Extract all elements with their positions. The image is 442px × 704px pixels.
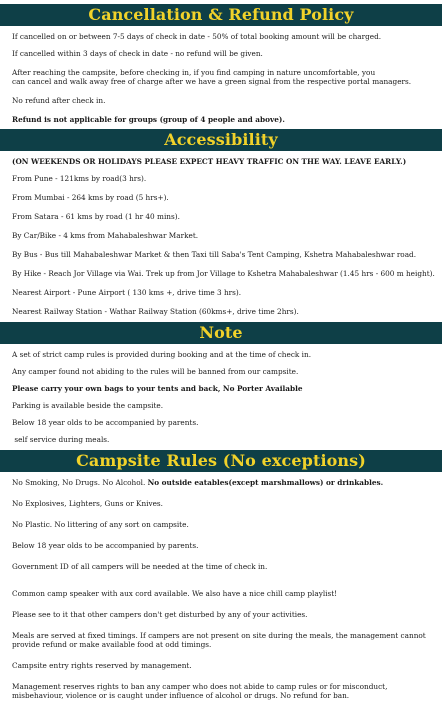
rules-line-5: Government ID of all campers will be needed at the time of check in.	[12, 562, 268, 571]
accessibility-line-9: Nearest Railway Station - Wathar Railway Station (60kms+, drive time 2hrs).	[12, 307, 299, 316]
rules-line-9: Campsite entry rights reserved by management.	[12, 661, 192, 670]
note-line-1: A set of strict camp rules is provided during booking and at the time of check in.	[12, 350, 312, 359]
rules-heading: Campsite Rules (No exceptions)	[0, 450, 442, 472]
note-line-4: Parking is available beside the campsite.	[12, 401, 164, 410]
accessibility-line-7: By Hike - Reach Jor Village via Wai. Trek up from Jor Village to Kshetra Mahabaleshwar (1.45 hrs - 600 m height).	[12, 269, 435, 278]
accessibility-line-3: From Mumbai - 264 kms by road (5 hrs+).	[12, 193, 169, 202]
rules-line-1-bold: No outside eatables(except marshmallows) or drinkables.	[147, 478, 384, 487]
rules-line-10b: misbehaviour, violence or is caught under influence of alcohol or drugs. No refund for ban.	[12, 691, 350, 700]
cancellation-line-5: Refund is not applicable for groups (group of 4 people and above).	[12, 115, 285, 124]
rules-section	[0, 478, 442, 700]
rules-line-1-plain: No Smoking, No Drugs. No Alcohol.	[12, 478, 148, 487]
note-line-6: self service during meals.	[12, 435, 110, 444]
accessibility-line-8: Nearest Airport - Pune Airport ( 130 kms +, drive time 3 hrs).	[12, 288, 242, 297]
note-heading: Note	[0, 322, 442, 344]
note-line-3: Please carry your own bags to your tents and back, No Porter Available	[12, 384, 303, 393]
cancellation-section	[0, 32, 442, 124]
accessibility-heading: Accessibility	[0, 129, 442, 151]
cancellation-line-1: If cancelled on or between 7-5 days of check in date - 50% of total booking amount will be charged.	[12, 32, 382, 41]
rules-line-4: Below 18 year olds to be accompanied by parents.	[12, 541, 199, 550]
cancellation-heading: Cancellation & Refund Policy	[0, 4, 442, 26]
accessibility-line-6: By Bus - Bus till Mahabaleshwar Market & then Taxi till Saba's Tent Camping, Kshetra Mahabaleshwar road.	[12, 250, 417, 259]
cancellation-line-2: If cancelled within 3 days of check in date - no refund will be given.	[12, 49, 263, 58]
accessibility-line-2: From Pune - 121kms by road(3 hrs).	[12, 174, 147, 183]
accessibility-section	[0, 157, 442, 316]
cancellation-line-4: No refund after check in.	[12, 96, 106, 105]
cancellation-line-3a: After reaching the campsite, before checking in, if you find camping in nature uncomfortable, you	[12, 68, 376, 77]
rules-line-10a: Management reserves rights to ban any camper who does not abide to camp rules or for misconduct,	[12, 682, 388, 691]
rules-line-2: No Explosives, Lighters, Guns or Knives.	[12, 499, 163, 508]
accessibility-line-5: By Car/Bike - 4 kms from Mahabaleshwar Market.	[12, 231, 199, 240]
note-line-5: Below 18 year olds to be accompanied by parents.	[12, 418, 199, 427]
rules-line-6: Common camp speaker with aux cord available. We also have a nice chill camp playlist!	[12, 589, 338, 598]
rules-line-7: Please see to it that other campers don't get disturbed by any of your activities.	[12, 610, 308, 619]
rules-line-1	[12, 478, 442, 487]
accessibility-line-4: From Satara - 61 kms by road (1 hr 40 mins).	[12, 212, 180, 221]
cancellation-line-3b: can cancel and walk away free of charge after we have a green signal from the respective portal managers.	[12, 77, 412, 86]
rules-line-8a: Meals are served at fixed timings. If campers are not present on site during the meals, the management cannot	[12, 631, 426, 640]
accessibility-line-1: (ON WEEKENDS OR HOLIDAYS PLEASE EXPECT HEAVY TRAFFIC ON THE WAY. LEAVE EARLY.)	[12, 157, 407, 166]
note-section	[0, 350, 442, 444]
rules-line-3: No Plastic. No littering of any sort on campsite.	[12, 520, 189, 529]
note-line-2: Any camper found not abiding to the rules will be banned from our campsite.	[12, 367, 299, 376]
rules-line-8b: provide refund or make available food at odd timings.	[12, 640, 212, 649]
